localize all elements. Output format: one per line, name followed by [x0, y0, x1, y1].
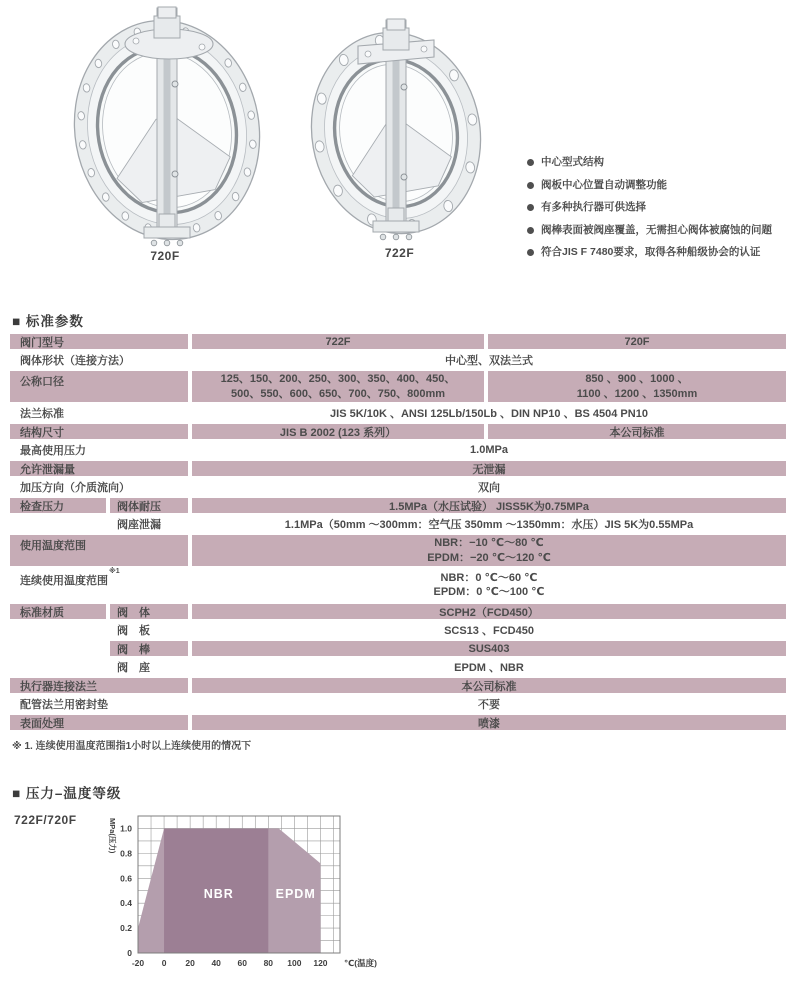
spec-row-label: 检查压力	[10, 498, 106, 513]
pt-section-title: ■ 压力–温度等级	[12, 786, 122, 801]
svg-text:1.0: 1.0	[120, 823, 132, 834]
spec-cell-value: 1.5MPa（水压试验） JISS5K为0.75MPa	[192, 498, 786, 513]
svg-text:0.8: 0.8	[120, 848, 132, 859]
valve-722f-drawing	[292, 16, 507, 242]
spec-cell-value: 中心型、双法兰式	[445, 355, 533, 367]
spec-cell-value: SCPH2（FCD450）	[192, 604, 786, 619]
feature-text: 符合JIS F 7480要求，取得各种船级协会的认证	[541, 246, 761, 258]
svg-text:MPa(压力): MPa(压力)	[108, 818, 117, 854]
valve-720f-caption: 720F	[150, 249, 180, 263]
pressure-temperature-chart	[96, 804, 396, 976]
spec-cell-value: 720F	[488, 334, 786, 349]
spec-row-label: 结构尺寸	[10, 424, 188, 439]
spec-sub-label: 阀体耐压	[110, 498, 188, 513]
spec-cell-value	[192, 570, 786, 601]
svg-text:0.2: 0.2	[120, 923, 132, 934]
spec-row-label: 公称口径	[10, 371, 188, 402]
spec-sub-label: 阀 棒	[110, 641, 188, 656]
spec-value-line: 850 、900 、1000 、	[585, 373, 689, 385]
spec-cell-value: JIS B 2002 (123 系列）	[192, 424, 484, 439]
spec-row-label: 最高使用压力	[20, 445, 86, 457]
spec-value-line: 125、150、200、250、300、350、400、450、	[220, 373, 456, 385]
bullet-icon	[527, 182, 534, 189]
spec-sub-label: 阀 体	[110, 604, 188, 619]
spec-cell-value	[192, 535, 786, 566]
spec-row-label: 允许泄漏量	[10, 461, 188, 476]
feature-text: 阀板中心位置自动调整功能	[541, 178, 667, 191]
feature-item	[527, 156, 791, 169]
svg-text:20: 20	[185, 958, 195, 968]
spec-row-label: 连续使用温度范围 ※1	[20, 567, 120, 587]
spec-cell-value: JIS 5K/10K 、ANSI 125Lb/150Lb 、DIN NP10 、BS 4504 PN10	[330, 408, 648, 420]
spec-row-label: 阀门型号	[10, 334, 188, 349]
feature-item	[527, 201, 791, 214]
spec-cell-value: SCS13 、FCD450	[444, 625, 534, 637]
params-section-title: ■ 标准参数	[12, 314, 84, 329]
bullet-icon	[527, 159, 534, 166]
spec-cell-value: 1.0MPa	[470, 444, 508, 456]
svg-text:0.6: 0.6	[120, 873, 132, 884]
spec-cell-value: 722F	[192, 334, 484, 349]
svg-text:80: 80	[263, 958, 274, 968]
svg-text:120: 120	[313, 958, 328, 968]
feature-item	[527, 224, 791, 237]
spec-row-label: 标准材质	[10, 604, 106, 619]
svg-text:EPDM: EPDM	[275, 887, 316, 902]
spec-value-line: 1100 、1200 、1350mm	[576, 387, 698, 400]
spec-value-line: 500、550、600、650、700、750、800mm	[230, 387, 446, 400]
spec-row-label: 配管法兰用密封垫	[20, 699, 108, 711]
feature-text: 中心型式结构	[541, 156, 604, 168]
spec-table	[10, 334, 786, 730]
bullet-icon	[527, 204, 534, 211]
spec-value-line: EPDM：0 ℃～100 ℃	[433, 586, 545, 598]
spec-row-label: 加压方向（介质流向）	[20, 482, 130, 494]
feature-list	[527, 156, 791, 269]
bullet-icon	[527, 227, 534, 234]
feature-text: 阀棒表面被阀座覆盖，无需担心阀体被腐蚀的问题	[541, 223, 772, 236]
svg-text:℃(温度): ℃(温度)	[344, 958, 377, 968]
table-footnote: ※ 1. 连续使用温度范围指1小时以上连续使用的情况下	[12, 741, 252, 752]
valve-720f-drawing	[50, 4, 280, 248]
bullet-icon	[527, 249, 534, 256]
spec-sub-label: 阀 板	[117, 625, 150, 637]
spec-row-label: 执行器连接法兰	[10, 678, 188, 693]
spec-value-line: EPDM：−20 ℃～120 ℃	[427, 551, 551, 564]
svg-text:-20: -20	[131, 958, 145, 968]
svg-text:100: 100	[287, 958, 302, 968]
svg-text:40: 40	[211, 958, 221, 968]
svg-text:60: 60	[237, 958, 247, 968]
feature-item	[527, 246, 791, 259]
spec-value-line: NBR：0 ℃～60 ℃	[440, 571, 538, 584]
spec-row-label: 阀体形状（连接方法）	[20, 355, 130, 367]
spec-cell-value	[488, 371, 786, 402]
spec-cell-value: 本公司标准	[192, 678, 786, 693]
spec-cell-value: 无泄漏	[192, 461, 786, 476]
spec-label-text: 连续使用温度范围	[20, 574, 108, 587]
spec-cell-value: SUS403	[192, 641, 786, 656]
spec-row-label: 表面处理	[10, 715, 188, 730]
valve-722f-caption: 722F	[384, 246, 415, 260]
spec-cell-value: 不要	[478, 699, 500, 711]
svg-text:NBR: NBR	[203, 887, 234, 902]
spec-cell-value: 1.1MPa（50mm ～300mm：空气压 350mm ～1350mm：水压）JIS 5K为0.55MPa	[284, 519, 694, 531]
spec-value-line: NBR：−10 ℃～80 ℃	[434, 537, 544, 549]
spec-row-label: 使用温度范围	[10, 535, 188, 566]
svg-text:0: 0	[127, 948, 132, 958]
svg-text:0.4: 0.4	[120, 898, 132, 909]
spec-cell-value: 本公司标准	[488, 424, 786, 439]
spec-cell-value: EPDM 、NBR	[454, 662, 524, 674]
spec-cell-value: 双向	[478, 482, 500, 494]
feature-item	[527, 179, 791, 192]
spec-row-label: 法兰标准	[20, 408, 64, 420]
svg-text:0: 0	[161, 958, 167, 968]
chart-series-label: 722F/720F	[14, 813, 77, 827]
spec-cell-value: 喷漆	[192, 715, 786, 730]
spec-sub-label: 阀 座	[117, 662, 150, 674]
spec-cell-value	[192, 371, 484, 402]
feature-text: 有多种执行器可供选择	[541, 201, 646, 213]
spec-sub-label: 阀座泄漏	[117, 519, 161, 531]
